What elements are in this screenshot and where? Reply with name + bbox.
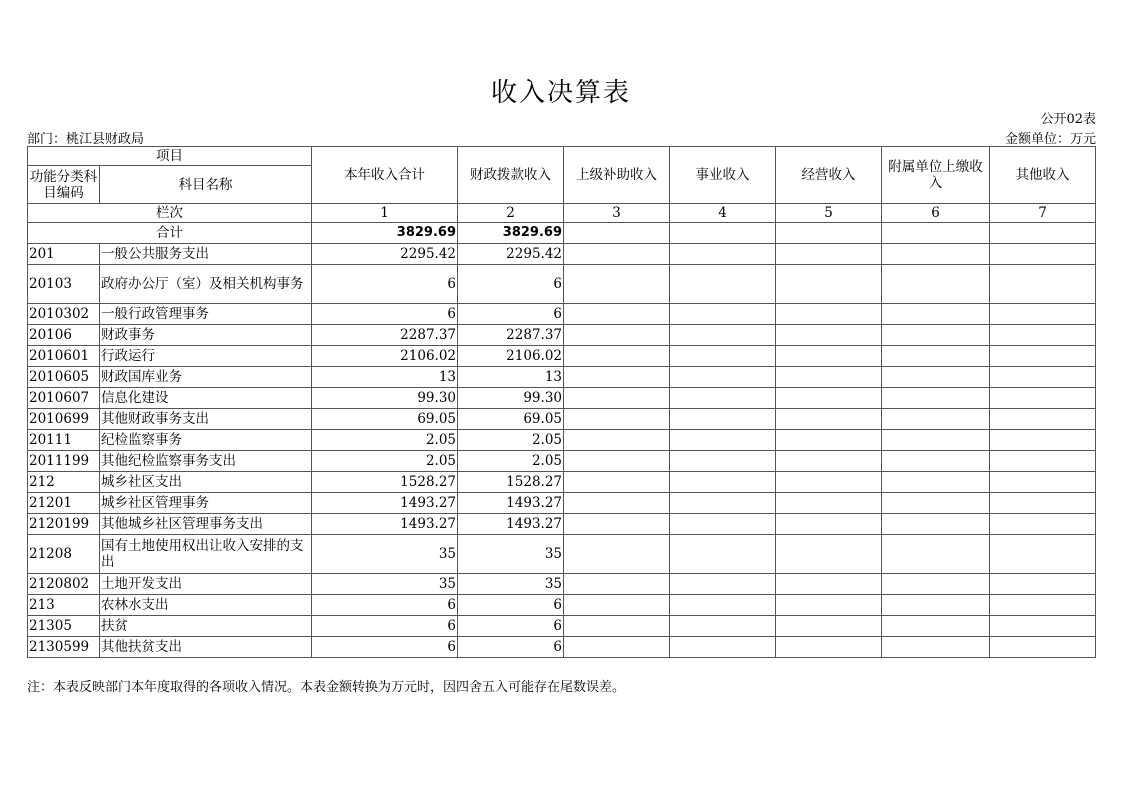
row-code: 2120199 [28, 514, 100, 535]
empty-cell [776, 514, 882, 535]
header-col-6: 附属单位上缴收入 [882, 147, 990, 204]
empty-cell [564, 388, 670, 409]
row-name: 城乡社区支出 [100, 472, 312, 493]
empty-cell [670, 493, 776, 514]
header-col-4: 事业收入 [670, 147, 776, 204]
empty-cell [882, 430, 990, 451]
empty-cell [564, 574, 670, 595]
empty-cell [564, 367, 670, 388]
empty-cell [564, 472, 670, 493]
row-fiscal-income: 1528.27 [458, 472, 564, 493]
page-title: 收入决算表 [490, 78, 631, 108]
empty-cell [564, 244, 670, 265]
empty-cell [990, 514, 1096, 535]
empty-cell [882, 223, 990, 244]
empty-cell [990, 325, 1096, 346]
row-total-income: 99.30 [312, 388, 458, 409]
empty-cell [670, 574, 776, 595]
empty-cell [882, 535, 990, 574]
empty-cell [776, 244, 882, 265]
row-total-income: 69.05 [312, 409, 458, 430]
empty-cell [670, 535, 776, 574]
row-name: 一般公共服务支出 [100, 244, 312, 265]
empty-cell [776, 451, 882, 472]
empty-cell [564, 325, 670, 346]
header-item: 项目 [28, 147, 312, 166]
empty-cell [776, 223, 882, 244]
row-name: 行政运行 [100, 346, 312, 367]
empty-cell [776, 388, 882, 409]
row-code: 2120802 [28, 574, 100, 595]
row-name: 纪检监察事务 [100, 430, 312, 451]
empty-cell [990, 472, 1096, 493]
empty-cell [990, 304, 1096, 325]
row-code: 212 [28, 472, 100, 493]
empty-cell [670, 304, 776, 325]
empty-cell [564, 535, 670, 574]
col-number: 1 [312, 204, 458, 223]
row-code: 20111 [28, 430, 100, 451]
empty-cell [882, 472, 990, 493]
row-name: 扶贫 [100, 616, 312, 637]
empty-cell [670, 223, 776, 244]
income-table [27, 146, 1096, 658]
table-row [28, 616, 1096, 637]
row-code: 21201 [28, 493, 100, 514]
empty-cell [990, 430, 1096, 451]
row-total-income: 6 [312, 265, 458, 304]
row-code: 21208 [28, 535, 100, 574]
empty-cell [670, 595, 776, 616]
empty-cell [990, 223, 1096, 244]
row-code: 20106 [28, 325, 100, 346]
empty-cell [882, 616, 990, 637]
row-name: 政府办公厅（室）及相关机构事务 [100, 265, 312, 304]
empty-cell [564, 430, 670, 451]
empty-cell [670, 346, 776, 367]
row-total-income: 6 [312, 616, 458, 637]
form-code: 公开02表 [1040, 112, 1096, 127]
row-total-income: 1493.27 [312, 514, 458, 535]
row-total-income: 35 [312, 535, 458, 574]
empty-cell [670, 367, 776, 388]
total-label: 合计 [28, 223, 312, 244]
header-col-2: 财政拨款收入 [458, 147, 564, 204]
row-code: 213 [28, 595, 100, 616]
col-number: 2 [458, 204, 564, 223]
unit-label: 金额单位：万元 [1004, 132, 1096, 147]
empty-cell [882, 409, 990, 430]
department-label: 部门：桃江县财政局 [27, 132, 145, 147]
table-row [28, 595, 1096, 616]
empty-cell [670, 472, 776, 493]
row-code: 2010601 [28, 346, 100, 367]
row-total-income: 6 [312, 595, 458, 616]
header-subject-name: 科目名称 [100, 166, 312, 204]
empty-cell [882, 514, 990, 535]
empty-cell [670, 430, 776, 451]
empty-cell [882, 451, 990, 472]
row-name: 信息化建设 [100, 388, 312, 409]
empty-cell [776, 574, 882, 595]
empty-cell [564, 595, 670, 616]
empty-cell [990, 595, 1096, 616]
empty-cell [882, 346, 990, 367]
empty-cell [670, 451, 776, 472]
row-fiscal-income: 6 [458, 637, 564, 658]
table-row [28, 493, 1096, 514]
table-row [28, 514, 1096, 535]
empty-cell [882, 388, 990, 409]
row-fiscal-income: 1493.27 [458, 493, 564, 514]
row-name: 农林水支出 [100, 595, 312, 616]
empty-cell [882, 637, 990, 658]
row-total-income: 1528.27 [312, 472, 458, 493]
row-code: 2010302 [28, 304, 100, 325]
empty-cell [670, 409, 776, 430]
empty-cell [990, 367, 1096, 388]
empty-cell [776, 595, 882, 616]
row-name: 财政事务 [100, 325, 312, 346]
empty-cell [776, 409, 882, 430]
empty-cell [564, 493, 670, 514]
empty-cell [564, 637, 670, 658]
footnote: 注：本表反映部门本年度取得的各项收入情况。本表金额转换为万元时，因四舍五入可能存在尾数误差。 [27, 680, 626, 695]
row-fiscal-income: 2.05 [458, 430, 564, 451]
empty-cell [990, 409, 1096, 430]
empty-cell [882, 325, 990, 346]
col-number: 5 [776, 204, 882, 223]
empty-cell [882, 493, 990, 514]
row-total-income: 1493.27 [312, 493, 458, 514]
row-fiscal-income: 35 [458, 574, 564, 595]
header-col-3: 上级补助收入 [564, 147, 670, 204]
row-fiscal-income: 69.05 [458, 409, 564, 430]
row-code: 2010607 [28, 388, 100, 409]
empty-cell [670, 388, 776, 409]
row-total-income: 6 [312, 637, 458, 658]
row-code: 20103 [28, 265, 100, 304]
row-fiscal-income: 2106.02 [458, 346, 564, 367]
row-name: 财政国库业务 [100, 367, 312, 388]
table-row [28, 388, 1096, 409]
empty-cell [564, 346, 670, 367]
empty-cell [990, 637, 1096, 658]
row-code: 2011199 [28, 451, 100, 472]
row-total-income: 35 [312, 574, 458, 595]
row-code: 2010605 [28, 367, 100, 388]
empty-cell [670, 265, 776, 304]
table-row [28, 367, 1096, 388]
total-income-value: 3829.69 [312, 223, 458, 244]
empty-cell [990, 616, 1096, 637]
empty-cell [776, 304, 882, 325]
row-name: 一般行政管理事务 [100, 304, 312, 325]
row-name: 其他纪检监察事务支出 [100, 451, 312, 472]
empty-cell [564, 223, 670, 244]
row-total-income: 2.05 [312, 451, 458, 472]
table-row [28, 409, 1096, 430]
empty-cell [882, 265, 990, 304]
row-fiscal-income: 2287.37 [458, 325, 564, 346]
empty-cell [670, 637, 776, 658]
row-total-income: 2.05 [312, 430, 458, 451]
empty-cell [990, 388, 1096, 409]
empty-cell [990, 493, 1096, 514]
row-fiscal-income: 2295.42 [458, 244, 564, 265]
empty-cell [564, 451, 670, 472]
row-total-income: 2295.42 [312, 244, 458, 265]
empty-cell [990, 535, 1096, 574]
row-name: 其他扶贫支出 [100, 637, 312, 658]
row-fiscal-income: 6 [458, 616, 564, 637]
total-row [28, 223, 1096, 244]
empty-cell [776, 535, 882, 574]
empty-cell [564, 304, 670, 325]
row-code: 2010699 [28, 409, 100, 430]
row-code: 21305 [28, 616, 100, 637]
header-col-1: 本年收入合计 [312, 147, 458, 204]
row-fiscal-income: 6 [458, 595, 564, 616]
empty-cell [776, 472, 882, 493]
empty-cell [990, 244, 1096, 265]
empty-cell [564, 409, 670, 430]
empty-cell [670, 514, 776, 535]
empty-cell [670, 325, 776, 346]
row-fiscal-income: 35 [458, 535, 564, 574]
empty-cell [776, 616, 882, 637]
row-total-income: 13 [312, 367, 458, 388]
empty-cell [990, 265, 1096, 304]
row-fiscal-income: 2.05 [458, 451, 564, 472]
empty-cell [990, 451, 1096, 472]
empty-cell [776, 430, 882, 451]
empty-cell [776, 265, 882, 304]
empty-cell [670, 616, 776, 637]
row-name: 其他城乡社区管理事务支出 [100, 514, 312, 535]
table-row [28, 574, 1096, 595]
row-code: 2130599 [28, 637, 100, 658]
row-fiscal-income: 99.30 [458, 388, 564, 409]
empty-cell [776, 367, 882, 388]
table-row [28, 637, 1096, 658]
col-number: 7 [990, 204, 1096, 223]
row-fiscal-income: 13 [458, 367, 564, 388]
header-col-7: 其他收入 [990, 147, 1096, 204]
row-fiscal-income: 1493.27 [458, 514, 564, 535]
empty-cell [882, 244, 990, 265]
row-name: 土地开发支出 [100, 574, 312, 595]
empty-cell [882, 367, 990, 388]
row-fiscal-income: 6 [458, 265, 564, 304]
empty-cell [990, 346, 1096, 367]
empty-cell [776, 346, 882, 367]
row-name: 国有土地使用权出让收入安排的支出 [100, 535, 312, 574]
row-fiscal-income: 6 [458, 304, 564, 325]
table-row [28, 265, 1096, 304]
empty-cell [564, 265, 670, 304]
col-number: 3 [564, 204, 670, 223]
empty-cell [670, 244, 776, 265]
row-name: 其他财政事务支出 [100, 409, 312, 430]
empty-cell [882, 595, 990, 616]
table-row [28, 304, 1096, 325]
header-col-5: 经营收入 [776, 147, 882, 204]
table-row [28, 451, 1096, 472]
table-row [28, 346, 1096, 367]
empty-cell [882, 304, 990, 325]
empty-cell [882, 574, 990, 595]
empty-cell [776, 325, 882, 346]
row-total-income: 6 [312, 304, 458, 325]
total-fiscal-value: 3829.69 [458, 223, 564, 244]
empty-cell [776, 637, 882, 658]
row-code: 201 [28, 244, 100, 265]
col-number: 6 [882, 204, 990, 223]
table-row [28, 325, 1096, 346]
col-index-label: 栏次 [28, 204, 312, 223]
table-row [28, 430, 1096, 451]
header-func-code: 功能分类科目编码 [28, 166, 100, 204]
row-total-income: 2287.37 [312, 325, 458, 346]
col-number: 4 [670, 204, 776, 223]
empty-cell [564, 616, 670, 637]
empty-cell [776, 493, 882, 514]
empty-cell [990, 574, 1096, 595]
row-total-income: 2106.02 [312, 346, 458, 367]
empty-cell [564, 514, 670, 535]
row-name: 城乡社区管理事务 [100, 493, 312, 514]
table-row [28, 244, 1096, 265]
table-row [28, 472, 1096, 493]
table-row [28, 535, 1096, 574]
